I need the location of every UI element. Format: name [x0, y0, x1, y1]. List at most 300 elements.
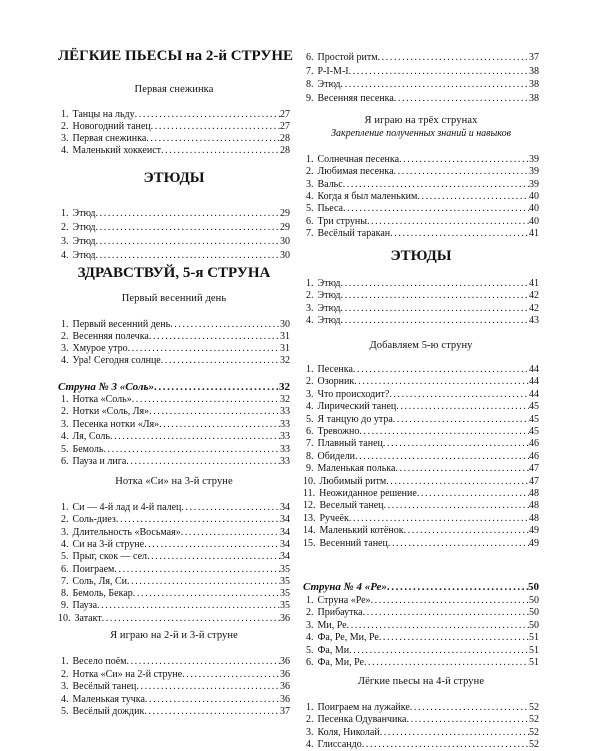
toc-entry	[58, 681, 290, 693]
dot-leader	[114, 564, 280, 576]
toc-entry	[303, 607, 539, 619]
dot-leader	[161, 145, 280, 157]
toc-entry-number: 3.	[61, 236, 69, 247]
toc-page-number: 34	[280, 539, 290, 550]
toc-entry	[58, 121, 290, 133]
toc-entry-title: Пауза и лига	[72, 456, 127, 467]
toc-entry-number: 2.	[306, 714, 314, 725]
toc-page-number: 32	[279, 381, 290, 393]
toc-entry	[303, 191, 539, 203]
toc-entry	[58, 706, 290, 718]
toc-entry	[303, 389, 539, 401]
dot-leader	[96, 208, 280, 220]
toc-page-number: 42	[529, 290, 539, 301]
toc-entry-title: Этюд	[72, 250, 96, 261]
toc-entry-title: Пьеса	[317, 203, 343, 214]
dot-leader	[96, 222, 280, 234]
toc-entry	[58, 208, 290, 220]
section-subtitle: Закрепление полученных знаний и навыков	[331, 128, 511, 139]
toc-entry-number: 4.	[61, 694, 69, 705]
toc-entry	[303, 451, 539, 463]
toc-entry	[303, 66, 539, 78]
dot-leader	[404, 525, 529, 537]
toc-entry-number: 5.	[306, 414, 314, 425]
toc-entry-title: Ура! Сегодня солнце	[72, 355, 161, 366]
toc-page-number: 49	[529, 525, 539, 536]
toc-entry-title: Ми, Ре	[317, 620, 347, 631]
toc-entry-number: 4.	[61, 145, 69, 156]
toc-entry-title: Маленький котёнок	[319, 525, 404, 536]
toc-entry-title: Соль-диез	[72, 514, 116, 525]
dot-leader	[394, 166, 529, 178]
toc-entry-title: Фа, Ре, Ми, Ре	[317, 632, 379, 643]
toc-entry-title: Бемоль	[72, 444, 104, 455]
toc-entry-title: Первый весенний день	[72, 319, 171, 330]
toc-entry-title: Веселый танец	[319, 500, 384, 511]
toc-page-number: 44	[529, 376, 539, 387]
toc-page-number: 43	[529, 315, 539, 326]
toc-entry	[58, 431, 290, 443]
toc-page-number: 40	[529, 191, 539, 202]
toc-entry-title: Си — 4-й лад и 4-й палец	[72, 502, 182, 513]
toc-entry	[58, 319, 290, 331]
toc-page-number: 38	[529, 79, 539, 90]
toc-page-number: 33	[280, 419, 290, 430]
toc-entry-title: Этюд	[72, 236, 96, 247]
toc-entry	[303, 203, 539, 215]
toc-page-number: 42	[529, 303, 539, 314]
dot-leader	[181, 502, 280, 514]
toc-entry	[303, 657, 539, 669]
toc-page-number: 51	[529, 645, 539, 656]
toc-entry-title: Весёлый дождик	[72, 706, 145, 717]
section-heading: ЛЁГКИЕ ПЬЕСЫ на 2-й СТРУНЕ	[58, 48, 294, 64]
toc-entry-number: 9.	[61, 600, 69, 611]
toc-entry-number: 5.	[61, 444, 69, 455]
toc-entry-number: 2.	[306, 166, 314, 177]
dot-leader	[147, 551, 280, 563]
toc-entry	[303, 179, 539, 191]
toc-entry	[58, 222, 290, 234]
toc-entry-title: Поиграем	[72, 564, 115, 575]
toc-entry	[303, 315, 539, 327]
subsection-heading: Нотка «Си» на 3-й струне	[115, 476, 233, 487]
toc-page-number: 33	[280, 406, 290, 417]
toc-entry	[303, 500, 539, 512]
toc-entry-number: 6.	[306, 657, 314, 668]
toc-page-number: 27	[280, 121, 290, 132]
section-heading: ЭТЮДЫ	[390, 248, 452, 264]
toc-entry-number: 7.	[306, 228, 314, 239]
toc-entry	[303, 93, 539, 105]
toc-entry	[58, 600, 290, 612]
toc-page-number: 33	[280, 444, 290, 455]
dot-leader	[386, 476, 529, 488]
toc-entry-number: 1.	[306, 278, 314, 289]
dot-leader	[355, 451, 529, 463]
toc-page-number: 40	[529, 203, 539, 214]
toc-entry-number: 4.	[61, 539, 69, 550]
toc-entry-title: Поиграем на лужайке	[317, 702, 410, 713]
dot-leader	[395, 463, 529, 475]
toc-entry-number: 3.	[306, 727, 314, 738]
toc-page-number: 50	[529, 595, 539, 606]
toc-page-number: 35	[280, 600, 290, 611]
toc-page-number: 32	[280, 355, 290, 366]
dot-leader	[362, 739, 529, 751]
toc-entry-number: 9.	[306, 463, 314, 474]
toc-entry-number: 1.	[61, 394, 69, 405]
subsection-heading: Я играю на 2-й и 3-й струне	[110, 630, 238, 641]
toc-entry-number: 7.	[61, 576, 69, 587]
toc-entry-title: Танцы на льду	[72, 109, 135, 120]
toc-entry	[58, 406, 290, 418]
dot-leader	[341, 290, 529, 302]
toc-entry-number: 5.	[61, 706, 69, 717]
toc-entry-title: Вальс	[317, 179, 343, 190]
dot-leader	[135, 109, 280, 121]
toc-page-number: 50	[528, 581, 539, 593]
dot-leader	[181, 527, 280, 539]
toc-entry-number: 2.	[61, 406, 69, 417]
toc-entry	[58, 539, 290, 551]
toc-entry-number: 14.	[303, 525, 316, 536]
toc-page-number: 48	[529, 488, 539, 499]
toc-entry-number: 3.	[306, 179, 314, 190]
toc-entry-title: Этюд	[72, 222, 96, 233]
dot-leader	[343, 179, 529, 191]
toc-page-number: 51	[529, 657, 539, 668]
toc-page-number: 48	[529, 513, 539, 524]
toc-page-number: 44	[529, 389, 539, 400]
toc-entry-number: 8.	[61, 588, 69, 599]
toc-entry-number: 5.	[306, 203, 314, 214]
toc-entry-number: 1.	[61, 502, 69, 513]
toc-page-number: 47	[529, 476, 539, 487]
dot-leader	[126, 456, 280, 468]
dot-leader	[399, 154, 529, 166]
toc-entry	[58, 613, 290, 625]
toc-entry-title: Весёлый танец	[72, 681, 137, 692]
subsection-heading: Первый весенний день	[121, 293, 227, 304]
toc-entry-title: Весенняя песенка	[317, 93, 394, 104]
toc-entry-number: 5.	[61, 551, 69, 562]
toc-entry-title: Весенний танец	[319, 538, 388, 549]
dot-leader	[96, 236, 280, 248]
toc-entry-title: Песенка нотки «Ля»	[72, 419, 160, 430]
dot-leader	[159, 419, 280, 431]
dot-leader	[380, 727, 529, 739]
toc-page-number: 35	[280, 564, 290, 575]
dot-leader	[146, 133, 280, 145]
toc-entry-number: 9.	[306, 93, 314, 104]
toc-entry-number: 4.	[306, 401, 314, 412]
toc-entry-number: 3.	[61, 681, 69, 692]
section-heading: ЭТЮДЫ	[143, 170, 205, 186]
toc-page-number: 38	[529, 93, 539, 104]
toc-entry-number: 3.	[61, 527, 69, 538]
toc-entry-title: Весело поём	[72, 656, 127, 667]
toc-entry-title: Весёлый таракан	[317, 228, 391, 239]
dot-leader	[407, 714, 530, 726]
toc-entry	[58, 514, 290, 526]
dot-leader	[96, 250, 280, 262]
toc-entry	[58, 456, 290, 468]
toc-page-number: 40	[529, 216, 539, 227]
toc-entry-number: 1.	[61, 109, 69, 120]
toc-entry-title: Ручеёк	[319, 513, 349, 524]
toc-entry-title: Длительность «Восьмая»	[72, 527, 181, 538]
toc-entry	[303, 513, 539, 525]
toc-entry-title: Прибаутка	[317, 607, 363, 618]
toc-entry	[58, 444, 290, 456]
toc-entry-title: Нотки «Соль, Ля»	[72, 406, 150, 417]
toc-entry	[303, 401, 539, 413]
toc-entry-title: Глиссандо	[317, 739, 362, 750]
toc-entry	[58, 669, 290, 681]
toc-entry-title: Первая снежинка	[72, 133, 147, 144]
dot-leader	[349, 66, 529, 78]
toc-entry-title: Этюд	[317, 315, 341, 326]
toc-entry-number: 7.	[306, 438, 314, 449]
toc-entry-number: 4.	[61, 355, 69, 366]
toc-entry-number: 1.	[306, 154, 314, 165]
toc-page-number: 45	[529, 414, 539, 425]
toc-entry	[303, 290, 539, 302]
dot-leader	[349, 513, 529, 525]
dot-leader	[136, 681, 280, 693]
toc-page-number: 33	[280, 431, 290, 442]
section-heading: ЗДРАВСТВУЙ, 5-я СТРУНА	[77, 265, 271, 281]
toc-entry	[58, 109, 290, 121]
subsection-heading: Я играю на трёх струнах	[364, 115, 478, 126]
dot-leader	[379, 632, 529, 644]
toc-entry	[303, 727, 539, 739]
toc-entry-title: Ля, Соль	[72, 431, 110, 442]
dot-leader	[364, 657, 529, 669]
toc-page-number: 50	[529, 620, 539, 631]
toc-entry	[303, 278, 539, 290]
toc-entry-title: Песенка Одуванчика	[317, 714, 407, 725]
toc-entry-number: 2.	[61, 331, 69, 342]
toc-page-number: 46	[529, 438, 539, 449]
toc-entry-title: Этюд	[72, 208, 96, 219]
toc-entry-number: 1.	[61, 319, 69, 330]
toc-entry	[303, 438, 539, 450]
toc-entry-number: 2.	[61, 669, 69, 680]
toc-page-number: 34	[280, 551, 290, 562]
toc-entry-number: 4.	[306, 739, 314, 750]
toc-entry-number: 4.	[61, 431, 69, 442]
toc-entry	[58, 551, 290, 563]
toc-page-number: 47	[529, 463, 539, 474]
dot-leader	[145, 694, 280, 706]
toc-entry-title: Си на 3-й струне	[72, 539, 145, 550]
toc-entry-number: 8.	[306, 451, 314, 462]
toc-entry-number: 6.	[306, 216, 314, 227]
dot-leader	[126, 656, 280, 668]
toc-entry-number: 12.	[303, 500, 316, 511]
dot-leader	[341, 278, 529, 290]
toc-entry	[58, 694, 290, 706]
toc-entry	[58, 236, 290, 248]
toc-entry-number: 15.	[303, 538, 316, 549]
toc-page-number: 28	[280, 145, 290, 156]
toc-entry-title: Этюд	[317, 79, 341, 90]
dot-leader	[341, 303, 529, 315]
toc-entry-number: 3.	[306, 620, 314, 631]
toc-entry	[303, 620, 539, 632]
toc-entry-title: Лирический танец	[317, 401, 397, 412]
dot-leader	[384, 500, 530, 512]
toc-entry-number: 6.	[306, 426, 314, 437]
toc-page-number: 52	[529, 727, 539, 738]
toc-entry	[303, 216, 539, 228]
toc-entry	[303, 303, 539, 315]
toc-entry	[58, 502, 290, 514]
toc-entry-number: 1.	[61, 656, 69, 667]
toc-entry-title: Любимая песенка	[317, 166, 394, 177]
toc-page-number: 52	[529, 702, 539, 713]
toc-section-title: Струна № 4 «Ре»	[303, 581, 387, 593]
toc-entry	[58, 564, 290, 576]
toc-entry-number: 6.	[61, 564, 69, 575]
toc-entry	[303, 538, 539, 550]
toc-entry-number: 6.	[61, 456, 69, 467]
toc-entry-title: Затакт	[74, 613, 102, 624]
toc-entry-title: Струна «Ре»	[317, 595, 371, 606]
toc-entry-title: Когда я был маленьким	[317, 191, 418, 202]
toc-entry-title: Нотка «Соль»	[72, 394, 132, 405]
dot-leader	[144, 706, 280, 718]
toc-entry	[303, 426, 539, 438]
toc-entry-title: Солнечная песенка	[317, 154, 400, 165]
toc-entry-title: Прыг, скок — сел	[72, 551, 148, 562]
dot-leader	[387, 581, 528, 593]
toc-page-number: 32	[280, 394, 290, 405]
dot-leader	[149, 331, 280, 343]
toc-entry-number: 3.	[306, 303, 314, 314]
toc-page-number: 30	[280, 250, 290, 261]
dot-leader	[97, 600, 280, 612]
toc-entry	[303, 476, 539, 488]
toc-page-number: 39	[529, 179, 539, 190]
toc-entry	[58, 656, 290, 668]
toc-entry-title: Маленькая полька	[317, 463, 396, 474]
toc-page-number: 41	[529, 278, 539, 289]
dot-leader	[347, 620, 529, 632]
toc-page-number: 31	[280, 343, 290, 354]
dot-leader	[367, 216, 529, 228]
dot-leader	[390, 228, 529, 240]
toc-entry	[58, 419, 290, 431]
dot-leader	[394, 93, 529, 105]
toc-page-number: 51	[529, 632, 539, 643]
toc-entry-number: 11.	[303, 488, 316, 499]
toc-page-number: 35	[280, 576, 290, 587]
toc-entry-number: 3.	[61, 343, 69, 354]
toc-entry	[58, 527, 290, 539]
dot-leader	[341, 315, 529, 327]
toc-entry	[303, 166, 539, 178]
toc-page-number: 31	[280, 331, 290, 342]
toc-entry-number: 10.	[58, 613, 71, 624]
toc-entry-number: 4.	[306, 315, 314, 326]
dot-leader	[388, 538, 529, 550]
toc-entry	[58, 394, 290, 406]
toc-entry	[303, 739, 539, 751]
dot-leader	[378, 52, 529, 64]
toc-entry	[58, 588, 290, 600]
dot-leader	[393, 414, 529, 426]
toc-page-number: 52	[529, 739, 539, 750]
toc-entry	[303, 488, 539, 500]
toc-entry	[303, 714, 539, 726]
toc-entry	[303, 632, 539, 644]
toc-entry-title: Коля, Николай	[317, 727, 380, 738]
toc-entry-title: Новогодний танец	[72, 121, 151, 132]
toc-page-number: 39	[529, 166, 539, 177]
dot-leader	[353, 364, 529, 376]
toc-page-number: 38	[529, 66, 539, 77]
toc-entry	[303, 463, 539, 475]
toc-page-number: 36	[280, 681, 290, 692]
toc-page-number: 46	[529, 451, 539, 462]
dot-leader	[116, 514, 280, 526]
toc-entry-title: Что происходит?	[317, 389, 390, 400]
toc-entry-number: 5.	[306, 645, 314, 656]
toc-page-number: 29	[280, 222, 290, 233]
toc-entry-number: 13.	[303, 513, 316, 524]
toc-page-number: 48	[529, 500, 539, 511]
dot-leader	[132, 394, 280, 406]
toc-entry-number: 2.	[306, 290, 314, 301]
subsection-heading: Добавляем 5-ю струну	[369, 340, 473, 351]
toc-entry-number: 10.	[303, 476, 316, 487]
toc-section-title: Струна № 3 «Соль»	[58, 381, 155, 393]
dot-leader	[343, 203, 529, 215]
toc-entry-title: Обидели	[317, 451, 356, 462]
toc-entry-title: Я танцую до утра	[317, 414, 393, 425]
toc-entry-title: Маленькая тучка	[72, 694, 145, 705]
toc-entry-title: Весенняя полечка	[72, 331, 149, 342]
toc-page-number: 35	[280, 588, 290, 599]
toc-page-number: 28	[280, 133, 290, 144]
toc-entry	[303, 414, 539, 426]
dot-leader	[182, 669, 280, 681]
toc-entry-title: Фа, Ми, Ре	[317, 657, 364, 668]
toc-entry-title: Три струны	[317, 216, 367, 227]
dot-leader	[144, 539, 280, 551]
toc-entry	[58, 250, 290, 262]
toc-page-number: 33	[280, 456, 290, 467]
toc-entry-title: Плавный танец	[317, 438, 383, 449]
toc-entry-title: Этюд	[317, 303, 341, 314]
toc-page-number: 45	[529, 426, 539, 437]
dot-leader	[149, 406, 280, 418]
toc-entry-title: Песенка	[317, 364, 353, 375]
toc-page-number: 37	[529, 52, 539, 63]
toc-entry-number: 2.	[61, 222, 69, 233]
dot-leader	[341, 79, 529, 91]
toc-entry-title: Пауза	[72, 600, 98, 611]
toc-page-number: 50	[529, 607, 539, 618]
toc-page-number: 36	[280, 669, 290, 680]
toc-page-number: 34	[280, 527, 290, 538]
toc-page-number: 34	[280, 502, 290, 513]
dot-leader	[127, 576, 280, 588]
toc-page-number: 36	[280, 694, 290, 705]
